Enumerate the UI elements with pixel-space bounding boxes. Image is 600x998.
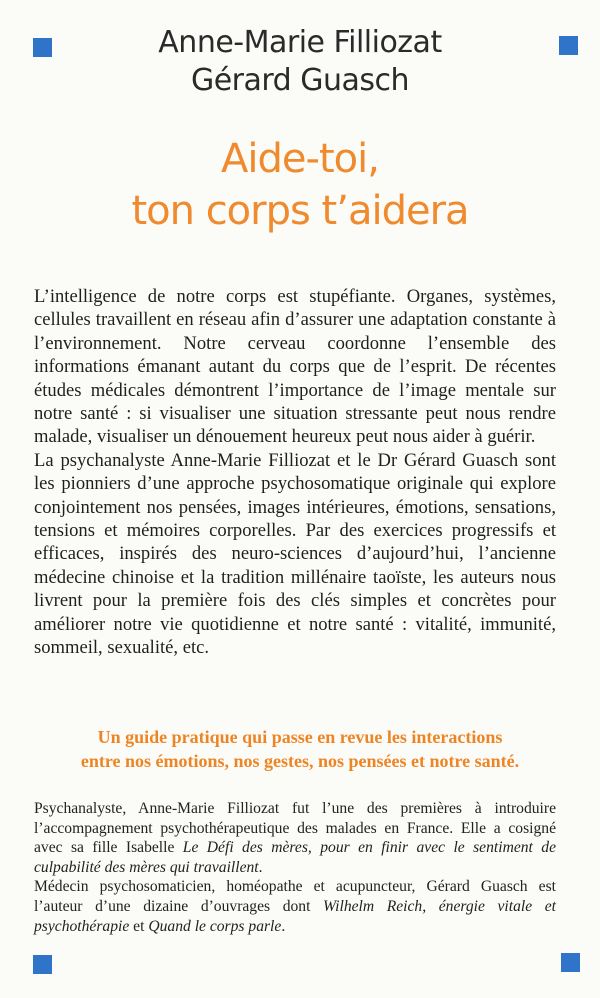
book-title-wilhelm-reich: Wilhelm Reich, énergie vitale et psychothérapie [34, 897, 557, 935]
tagline-line-2: entre nos émotions, nos gestes, nos pensées et notre santé. [80, 751, 520, 771]
blurb-paragraph-2: La psychanalyste Anne-Marie Filliozat et le Dr Gérard Guasch sont les pionniers d’une approche psychosomatique originale qui explore conjointement nos pensées, images intérieures, émotions, sensations, tensions et mémoires corporelles. Par des exercices progressifs et efficaces, inspirés des neuro-sciences d’aujourd’hui, l’ancienne médecine chinoise et la tradition millénaire taoïste, les auteurs nous livrent pour la première fois des clés simples et concrètes pour améliorer notre vie quotidienne et notre santé : vitalité, immunité, sommeil, sexualité, etc. [34, 449, 556, 659]
authors [0, 24, 600, 100]
author-bios [34, 799, 556, 936]
corner-square-bottom-left [33, 955, 52, 974]
author-2: Gérard Guasch [190, 63, 410, 98]
corner-square-bottom-right [561, 953, 580, 972]
book-title-defi-des-meres: Le Défi des mères, pour en finir avec le sentiment de culpabilité des mères qui travaillent [34, 839, 557, 876]
title-line-2: ton corps t’aidera [131, 188, 469, 234]
blurb [34, 285, 556, 660]
tagline [0, 725, 600, 773]
author-1: Anne-Marie Filliozat [158, 25, 442, 60]
bio-guasch: Médecin psychosomaticien, homéopathe et acupuncteur, Gérard Guasch est l’auteur d’une dizaine d’ouvrages dont Wilhelm Reich, énergie vitale et psychothérapie et Quand le corps parle. [34, 878, 557, 935]
tagline-line-1: Un guide pratique qui passe en revue les interactions [97, 727, 503, 747]
book-title-quand-le-corps-parle: Quand le corps parle [148, 917, 282, 935]
title-line-1: Aide-toi, [221, 136, 379, 182]
book-title [0, 133, 600, 237]
blurb-paragraph-1: L’intelligence de notre corps est stupéfiante. Organes, systèmes, cellules travaillent en réseau afin d’assurer une adaptation constante à l’environnement. Notre cerveau coordonne l’ensemble des informations émanant autant du corps que de l’esprit. De récentes études médicales démontrent l’importance de l’image mentale sur notre santé : si visualiser une situation stressante peut nous rendre malade, visualiser un dénouement heureux peut nous aider à guérir. [34, 286, 556, 448]
bio-filliozat: Psychanalyste, Anne-Marie Filliozat fut l’une des premières à introduire l’accompagnement psychothérapeutique des malades en France. Elle a cosigné avec sa fille Isabelle Le Défi des mères, pour en finir avec le sentiment de culpabilité des mères qui travaillent. [34, 800, 557, 876]
